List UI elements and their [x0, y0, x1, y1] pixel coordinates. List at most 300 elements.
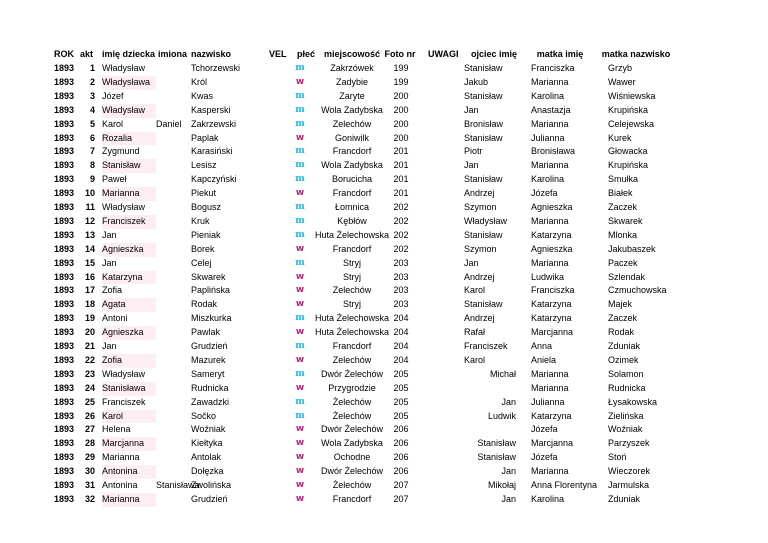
cell-foto-nr[interactable]: 199 [393, 76, 409, 87]
header-ojciec-imie[interactable]: ojciec imię [470, 49, 518, 59]
cell-foto-nr[interactable]: 203 [393, 271, 409, 282]
cell-ojciec-imie[interactable]: Andrzej [464, 271, 495, 282]
cell-matka-nazwisko[interactable]: Głowacka [608, 146, 648, 157]
cell-matka-nazwisko[interactable]: Paczek [608, 257, 638, 268]
cell-foto-nr[interactable]: 204 [393, 327, 409, 338]
cell-matka-nazwisko[interactable]: Majek [608, 299, 633, 310]
header-imiona[interactable]: imiona [158, 49, 188, 59]
cell-miejscowosc[interactable]: Huta Żelechowska [314, 313, 390, 324]
cell-ojciec-imie[interactable]: Jan [501, 493, 516, 504]
cell-ojciec-imie[interactable]: Andrzej [464, 188, 495, 199]
cell-matka-nazwisko[interactable]: Stoń [608, 452, 627, 463]
cell-matka-imie[interactable]: Katarzyna [531, 313, 572, 324]
cell-miejscowosc[interactable]: Zelechów [332, 118, 372, 129]
cell-miejscowosc[interactable]: Wola Zadybska [321, 438, 383, 449]
cell-akt[interactable]: 8 [89, 160, 95, 171]
cell-imiona[interactable] [156, 312, 190, 326]
cell-akt[interactable]: 9 [89, 174, 95, 185]
cell-imiona[interactable] [156, 451, 190, 465]
cell-foto-nr[interactable]: 206 [393, 452, 409, 463]
cell-nazwisko[interactable]: Tchorzewski [191, 63, 241, 73]
cell-ojciec-imie[interactable]: Jan [464, 104, 479, 115]
cell-matka-nazwisko[interactable]: Smułka [608, 174, 639, 185]
cell-rok[interactable]: 1893 [54, 188, 75, 199]
cell-foto-nr[interactable]: 199 [393, 63, 409, 73]
cell-plec[interactable]: m [295, 313, 305, 324]
cell-foto-nr[interactable]: 206 [393, 424, 409, 435]
cell-nazwisko[interactable]: Zawadzki [191, 396, 230, 407]
cell-imiona[interactable] [156, 340, 190, 354]
cell-imie-dziecka[interactable]: Zofia [102, 284, 156, 298]
cell-imiona[interactable] [156, 410, 190, 424]
cell-akt[interactable]: 4 [89, 104, 95, 115]
cell-nazwisko[interactable]: Kasperski [191, 104, 231, 115]
cell-imiona[interactable] [156, 62, 190, 76]
cell-matka-nazwisko[interactable]: Jarmulska [608, 480, 650, 490]
cell-ojciec-imie[interactable] [464, 423, 530, 437]
header-akt[interactable]: akt [80, 49, 94, 59]
cell-akt[interactable]: 31 [84, 480, 95, 490]
cell-akt[interactable]: 1 [89, 63, 95, 73]
cell-akt[interactable]: 27 [84, 424, 95, 435]
cell-ojciec-imie[interactable]: Karol [464, 285, 486, 296]
cell-nazwisko[interactable]: Kapczyński [191, 174, 237, 185]
cell-foto-nr[interactable]: 201 [393, 174, 409, 185]
cell-rok[interactable]: 1893 [54, 271, 75, 282]
cell-imie-dziecka[interactable]: Jan [102, 229, 156, 243]
cell-imiona[interactable] [156, 145, 190, 159]
cell-foto-nr[interactable]: 201 [393, 188, 409, 199]
cell-miejscowosc[interactable]: Huta Żelechowska [314, 327, 390, 338]
cell-matka-nazwisko[interactable]: Rudnicka [608, 382, 646, 393]
cell-rok[interactable]: 1893 [54, 257, 75, 268]
cell-foto-nr[interactable]: 204 [393, 354, 409, 365]
cell-matka-imie[interactable]: Marianna [531, 466, 569, 477]
cell-plec[interactable]: m [295, 257, 305, 268]
cell-nazwisko[interactable]: Grudzień [191, 341, 228, 351]
cell-imiona[interactable] [156, 90, 190, 104]
cell-imie-dziecka[interactable]: Karol [102, 410, 156, 424]
cell-matka-nazwisko[interactable]: Mlonka [608, 229, 638, 240]
cell-imiona[interactable] [156, 104, 190, 118]
cell-miejscowosc[interactable]: Stryj [343, 271, 361, 282]
cell-akt[interactable]: 23 [84, 368, 95, 379]
cell-foto-nr[interactable]: 200 [393, 132, 409, 143]
cell-plec[interactable]: w [295, 76, 305, 87]
cell-foto-nr[interactable]: 205 [393, 410, 409, 421]
cell-foto-nr[interactable]: 205 [393, 382, 409, 393]
cell-ojciec-imie[interactable]: Ludwik [487, 410, 516, 421]
cell-miejscowosc[interactable]: Dwór Żelechów [320, 368, 384, 379]
cell-ojciec-imie[interactable]: Mikołaj [487, 480, 516, 490]
cell-ojciec-imie[interactable]: Stanisław [477, 452, 516, 463]
cell-ojciec-imie[interactable]: Szymon [464, 243, 497, 254]
cell-nazwisko[interactable]: Grudzień [191, 493, 228, 504]
cell-foto-nr[interactable]: 203 [393, 299, 409, 310]
cell-imiona[interactable] [156, 271, 190, 285]
cell-rok[interactable]: 1893 [54, 452, 75, 463]
cell-nazwisko[interactable]: Karasiński [191, 146, 233, 157]
cell-plec[interactable]: m [295, 410, 305, 421]
cell-imiona[interactable] [156, 284, 190, 298]
cell-matka-imie[interactable]: Marianna [531, 382, 569, 393]
cell-matka-imie[interactable]: Marianna [531, 368, 569, 379]
cell-matka-imie[interactable]: Franciszka [531, 63, 575, 73]
cell-ojciec-imie[interactable]: Jakub [464, 76, 489, 87]
cell-matka-nazwisko[interactable]: Rodak [608, 327, 635, 338]
cell-plec[interactable]: w [295, 452, 305, 463]
cell-imie-dziecka[interactable]: Władysław [102, 368, 156, 382]
cell-rok[interactable]: 1893 [54, 63, 75, 73]
cell-plec[interactable]: w [295, 480, 305, 490]
cell-foto-nr[interactable]: 201 [393, 160, 409, 171]
cell-rok[interactable]: 1893 [54, 174, 75, 185]
cell-imie-dziecka[interactable]: Agata [102, 298, 156, 312]
cell-rok[interactable]: 1893 [54, 90, 75, 101]
cell-plec[interactable]: w [295, 299, 305, 310]
cell-nazwisko[interactable]: Piekut [191, 188, 217, 199]
cell-nazwisko[interactable]: Lesisz [191, 160, 217, 171]
cell-ojciec-imie[interactable]: Jan [464, 160, 479, 171]
header-vel[interactable]: VEL [269, 49, 287, 59]
cell-miejscowosc[interactable]: Zakrzówek [330, 63, 374, 73]
cell-ojciec-imie[interactable]: Stanisław [464, 90, 503, 101]
cell-matka-nazwisko[interactable]: Krupińska [608, 160, 649, 171]
cell-imie-dziecka[interactable]: Antoni [102, 312, 156, 326]
cell-akt[interactable]: 15 [84, 257, 95, 268]
cell-rok[interactable]: 1893 [54, 368, 75, 379]
cell-matka-nazwisko[interactable]: Zaczek [608, 202, 638, 212]
cell-matka-imie[interactable]: Marianna [531, 215, 569, 226]
cell-akt[interactable]: 13 [84, 229, 95, 240]
cell-imie-dziecka[interactable]: Franciszek [102, 396, 156, 410]
cell-imie-dziecka[interactable]: Antonina [102, 479, 156, 493]
cell-imie-dziecka[interactable]: Marianna [102, 493, 156, 507]
cell-imiona[interactable]: Daniel [156, 118, 182, 129]
header-matka-imie[interactable]: matka imię [536, 49, 584, 59]
cell-matka-nazwisko[interactable]: Czmuchowska [608, 285, 667, 296]
cell-nazwisko[interactable]: Dołęzka [191, 466, 224, 477]
cell-rok[interactable]: 1893 [54, 424, 75, 435]
cell-imie-dziecka[interactable]: Paweł [102, 173, 156, 187]
cell-plec[interactable]: m [295, 229, 305, 240]
cell-nazwisko[interactable]: Pawlak [191, 327, 221, 338]
cell-akt[interactable]: 30 [84, 466, 95, 477]
cell-imie-dziecka[interactable]: Agnieszka [102, 243, 156, 257]
cell-foto-nr[interactable]: 206 [393, 466, 409, 477]
cell-akt[interactable]: 20 [84, 327, 95, 338]
cell-matka-imie[interactable]: Karolina [531, 493, 565, 504]
cell-miejscowosc[interactable]: Francdorf [332, 493, 372, 504]
cell-miejscowosc[interactable]: Francdorf [332, 146, 372, 157]
cell-akt[interactable]: 18 [84, 299, 95, 310]
cell-ojciec-imie[interactable]: Szymon [464, 202, 497, 212]
cell-foto-nr[interactable]: 205 [393, 368, 409, 379]
cell-imie-dziecka[interactable]: Marcjanna [102, 437, 156, 451]
cell-imie-dziecka[interactable]: Stanisława [102, 382, 156, 396]
cell-matka-nazwisko[interactable]: Zaczek [608, 313, 638, 324]
cell-plec[interactable]: w [295, 271, 305, 282]
cell-akt[interactable]: 17 [84, 285, 95, 296]
cell-matka-nazwisko[interactable]: Wiśniewska [608, 90, 656, 101]
cell-akt[interactable]: 19 [84, 313, 95, 324]
cell-miejscowosc[interactable]: Żelechów [332, 410, 372, 421]
cell-imiona[interactable] [156, 132, 190, 146]
cell-miejscowosc[interactable]: Stryj [343, 299, 361, 310]
cell-miejscowosc[interactable]: Zelechów [332, 354, 372, 365]
cell-matka-imie[interactable]: Agnieszka [531, 243, 573, 254]
cell-plec[interactable]: m [295, 174, 305, 185]
cell-imiona[interactable] [156, 437, 190, 451]
cell-matka-nazwisko[interactable]: Grzyb [608, 63, 633, 73]
cell-miejscowosc[interactable]: Zaryte [339, 90, 365, 101]
cell-ojciec-imie[interactable]: Jan [501, 396, 516, 407]
cell-miejscowosc[interactable]: Łomnica [334, 202, 370, 212]
cell-imie-dziecka[interactable]: Stanisław [102, 159, 156, 173]
cell-nazwisko[interactable]: Kruk [191, 215, 210, 226]
cell-plec[interactable]: m [295, 90, 305, 101]
cell-nazwisko[interactable]: Mazurek [191, 354, 226, 365]
cell-foto-nr[interactable]: 202 [393, 202, 409, 212]
cell-akt[interactable]: 10 [84, 188, 95, 199]
cell-plec[interactable]: m [295, 341, 305, 351]
cell-matka-imie[interactable]: Anna [531, 341, 553, 351]
cell-foto-nr[interactable]: 200 [393, 90, 409, 101]
cell-foto-nr[interactable]: 206 [393, 438, 409, 449]
cell-imiona[interactable] [156, 173, 190, 187]
cell-plec[interactable]: w [295, 243, 305, 254]
header-foto-nr[interactable]: Foto nr [384, 49, 416, 59]
cell-rok[interactable]: 1893 [54, 493, 75, 504]
cell-nazwisko[interactable]: Paplak [191, 132, 219, 143]
cell-imiona[interactable] [156, 159, 190, 173]
cell-rok[interactable]: 1893 [54, 410, 75, 421]
header-rok[interactable]: ROK [54, 49, 74, 59]
cell-miejscowosc[interactable]: Francdorf [332, 243, 372, 254]
cell-ojciec-imie[interactable]: Piotr [464, 146, 483, 157]
cell-plec[interactable]: w [295, 466, 305, 477]
header-uwagi[interactable]: UWAGI [428, 49, 459, 59]
cell-foto-nr[interactable]: 203 [393, 285, 409, 296]
cell-imie-dziecka[interactable]: Zygmund [102, 145, 156, 159]
cell-imiona[interactable] [156, 326, 190, 340]
cell-akt[interactable]: 2 [89, 76, 95, 87]
cell-nazwisko[interactable]: Kwas [191, 90, 214, 101]
cell-ojciec-imie[interactable]: Stanisław [464, 132, 503, 143]
cell-ojciec-imie[interactable]: Stanisław [464, 299, 503, 310]
cell-imie-dziecka[interactable]: Władysław [102, 62, 156, 76]
cell-akt[interactable]: 22 [84, 354, 95, 365]
cell-rok[interactable]: 1893 [54, 396, 75, 407]
cell-nazwisko[interactable]: Zakrzewski [191, 118, 237, 129]
cell-imiona[interactable] [156, 243, 190, 257]
cell-ojciec-imie[interactable]: Jan [501, 466, 516, 477]
cell-rok[interactable]: 1893 [54, 202, 75, 212]
cell-miejscowosc[interactable]: Dwór Żelechów [320, 424, 384, 435]
cell-plec[interactable]: w [295, 438, 305, 449]
header-nazwisko[interactable]: nazwisko [191, 49, 232, 59]
cell-rok[interactable]: 1893 [54, 215, 75, 226]
cell-plec[interactable]: m [295, 368, 305, 379]
cell-miejscowosc[interactable]: Francdorf [332, 341, 372, 351]
header-plec[interactable]: płeć [297, 49, 316, 59]
cell-ojciec-imie[interactable]: Stanisław [464, 63, 503, 73]
cell-foto-nr[interactable]: 202 [393, 215, 409, 226]
cell-rok[interactable]: 1893 [54, 327, 75, 338]
cell-rok[interactable]: 1893 [54, 285, 75, 296]
cell-ojciec-imie[interactable]: Bronisław [464, 118, 504, 129]
cell-miejscowosc[interactable]: Zelechów [332, 285, 372, 296]
cell-imie-dziecka[interactable]: Agnieszka [102, 326, 156, 340]
cell-akt[interactable]: 25 [84, 396, 95, 407]
cell-nazwisko[interactable]: Miszkurka [191, 313, 232, 324]
cell-nazwisko[interactable]: Kiełtyka [191, 438, 223, 449]
cell-imie-dziecka[interactable]: Franciszek [102, 215, 156, 229]
cell-imie-dziecka[interactable]: Władysław [102, 201, 156, 215]
cell-imie-dziecka[interactable]: Rozalia [102, 132, 156, 146]
cell-matka-imie[interactable]: Julianna [531, 132, 565, 143]
cell-plec[interactable]: m [295, 160, 305, 171]
cell-plec[interactable]: m [295, 146, 305, 157]
cell-nazwisko[interactable]: Rudnicka [191, 382, 229, 393]
cell-foto-nr[interactable]: 200 [393, 118, 409, 129]
cell-matka-imie[interactable]: Józefa [531, 452, 558, 463]
cell-akt[interactable]: 11 [85, 202, 95, 212]
cell-akt[interactable]: 14 [84, 243, 95, 254]
cell-matka-imie[interactable]: Józefa [531, 188, 558, 199]
cell-matka-nazwisko[interactable]: Wawer [608, 76, 636, 87]
cell-plec[interactable]: w [295, 327, 305, 338]
cell-plec[interactable]: m [295, 118, 305, 129]
cell-matka-nazwisko[interactable]: Kurek [608, 132, 632, 143]
cell-imie-dziecka[interactable]: Władysław [102, 104, 156, 118]
cell-foto-nr[interactable]: 205 [393, 396, 409, 407]
cell-matka-nazwisko[interactable]: Łysakowska [608, 396, 658, 407]
cell-miejscowosc[interactable]: Borucicha [331, 174, 373, 185]
cell-plec[interactable]: w [295, 285, 305, 296]
cell-miejscowosc[interactable]: Ochodne [333, 452, 371, 463]
cell-imie-dziecka[interactable]: Jan [102, 257, 156, 271]
cell-matka-imie[interactable]: Katarzyna [531, 229, 572, 240]
cell-foto-nr[interactable]: 202 [393, 243, 409, 254]
cell-matka-imie[interactable]: Julianna [531, 396, 565, 407]
cell-rok[interactable]: 1893 [54, 299, 75, 310]
cell-miejscowosc[interactable]: Stryj [343, 257, 361, 268]
cell-matka-imie[interactable]: Anna Florentyna [531, 480, 598, 490]
cell-nazwisko[interactable]: Król [191, 76, 208, 87]
cell-nazwisko[interactable]: Celej [191, 257, 212, 268]
cell-rok[interactable]: 1893 [54, 132, 75, 143]
cell-imie-dziecka[interactable]: Marianna [102, 451, 156, 465]
cell-matka-nazwisko[interactable]: Skwarek [608, 215, 643, 226]
cell-ojciec-imie[interactable]: Stanisław [477, 438, 516, 449]
cell-imiona[interactable] [156, 229, 190, 243]
cell-matka-imie[interactable]: Marianna [531, 160, 569, 171]
cell-rok[interactable]: 1893 [54, 118, 75, 129]
cell-plec[interactable]: w [295, 354, 305, 365]
cell-rok[interactable]: 1893 [54, 313, 75, 324]
cell-ojciec-imie[interactable]: Franciszek [464, 341, 508, 351]
cell-ojciec-imie[interactable] [464, 382, 530, 396]
cell-foto-nr[interactable]: 204 [393, 313, 409, 324]
cell-matka-imie[interactable]: Karolina [531, 174, 565, 185]
cell-rok[interactable]: 1893 [54, 146, 75, 157]
cell-imie-dziecka[interactable]: Karol [102, 118, 156, 132]
header-miejscowosc[interactable]: miejscowość [323, 49, 381, 59]
cell-plec[interactable]: w [295, 424, 305, 435]
cell-rok[interactable]: 1893 [54, 229, 75, 240]
cell-matka-imie[interactable]: Marianna [531, 118, 569, 129]
cell-akt[interactable]: 28 [84, 438, 95, 449]
cell-nazwisko[interactable]: Antolak [191, 452, 222, 463]
cell-akt[interactable]: 32 [84, 493, 95, 504]
cell-nazwisko[interactable]: Paplińska [191, 285, 231, 296]
cell-imiona[interactable] [156, 493, 190, 507]
cell-ojciec-imie[interactable]: Karol [464, 354, 486, 365]
cell-akt[interactable]: 24 [84, 382, 95, 393]
cell-rok[interactable]: 1893 [54, 480, 75, 490]
cell-imie-dziecka[interactable]: Katarzyna [102, 271, 156, 285]
cell-nazwisko[interactable]: Sameryt [191, 368, 225, 379]
cell-akt[interactable]: 21 [84, 341, 95, 351]
cell-imiona[interactable] [156, 257, 190, 271]
header-matka-nazwisko[interactable]: matka nazwisko [601, 49, 671, 59]
cell-miejscowosc[interactable]: Kębłów [337, 215, 367, 226]
cell-plec[interactable]: w [295, 382, 305, 393]
cell-imiona[interactable] [156, 396, 190, 410]
cell-nazwisko[interactable]: Woźniak [191, 424, 226, 435]
cell-imiona[interactable] [156, 215, 190, 229]
cell-ojciec-imie[interactable]: Andrzej [464, 313, 495, 324]
cell-imiona[interactable]: Stanisława [156, 480, 200, 490]
cell-matka-nazwisko[interactable]: Ozimek [608, 354, 639, 365]
cell-nazwisko[interactable]: Bogusz [191, 202, 222, 212]
cell-imiona[interactable] [156, 298, 190, 312]
cell-miejscowosc[interactable]: Przygrodzie [328, 382, 376, 393]
cell-akt[interactable]: 26 [84, 410, 95, 421]
cell-plec[interactable]: w [295, 188, 305, 199]
cell-foto-nr[interactable]: 207 [393, 493, 409, 504]
cell-foto-nr[interactable]: 201 [393, 146, 409, 157]
cell-imiona[interactable] [156, 368, 190, 382]
cell-akt[interactable]: 29 [84, 452, 95, 463]
cell-akt[interactable]: 12 [84, 215, 95, 226]
cell-miejscowosc[interactable]: Francdorf [332, 188, 372, 199]
cell-matka-nazwisko[interactable]: Krupińska [608, 104, 649, 115]
cell-matka-nazwisko[interactable]: Celejewska [608, 118, 655, 129]
cell-foto-nr[interactable]: 207 [393, 480, 409, 490]
cell-ojciec-imie[interactable]: Michał [489, 368, 516, 379]
cell-matka-imie[interactable]: Ludwika [531, 271, 565, 282]
cell-rok[interactable]: 1893 [54, 466, 75, 477]
cell-imiona[interactable] [156, 382, 190, 396]
cell-imiona[interactable] [156, 201, 190, 215]
cell-plec[interactable]: m [295, 396, 305, 407]
cell-ojciec-imie[interactable]: Jan [464, 257, 479, 268]
cell-matka-imie[interactable]: Marcjanna [531, 327, 574, 338]
header-imie-dziecka[interactable]: imię dziecka [102, 49, 156, 59]
cell-matka-imie[interactable]: Anastazja [531, 104, 571, 115]
cell-nazwisko[interactable]: Borek [191, 243, 215, 254]
cell-foto-nr[interactable]: 200 [393, 104, 409, 115]
cell-imiona[interactable] [156, 187, 190, 201]
cell-imiona[interactable] [156, 423, 190, 437]
cell-matka-imie[interactable]: Franciszka [531, 285, 575, 296]
cell-miejscowosc[interactable]: Goniwilk [334, 132, 369, 143]
cell-miejscowosc[interactable]: Huta Żelechowska [314, 229, 390, 240]
cell-akt[interactable]: 5 [89, 118, 95, 129]
cell-rok[interactable]: 1893 [54, 341, 75, 351]
